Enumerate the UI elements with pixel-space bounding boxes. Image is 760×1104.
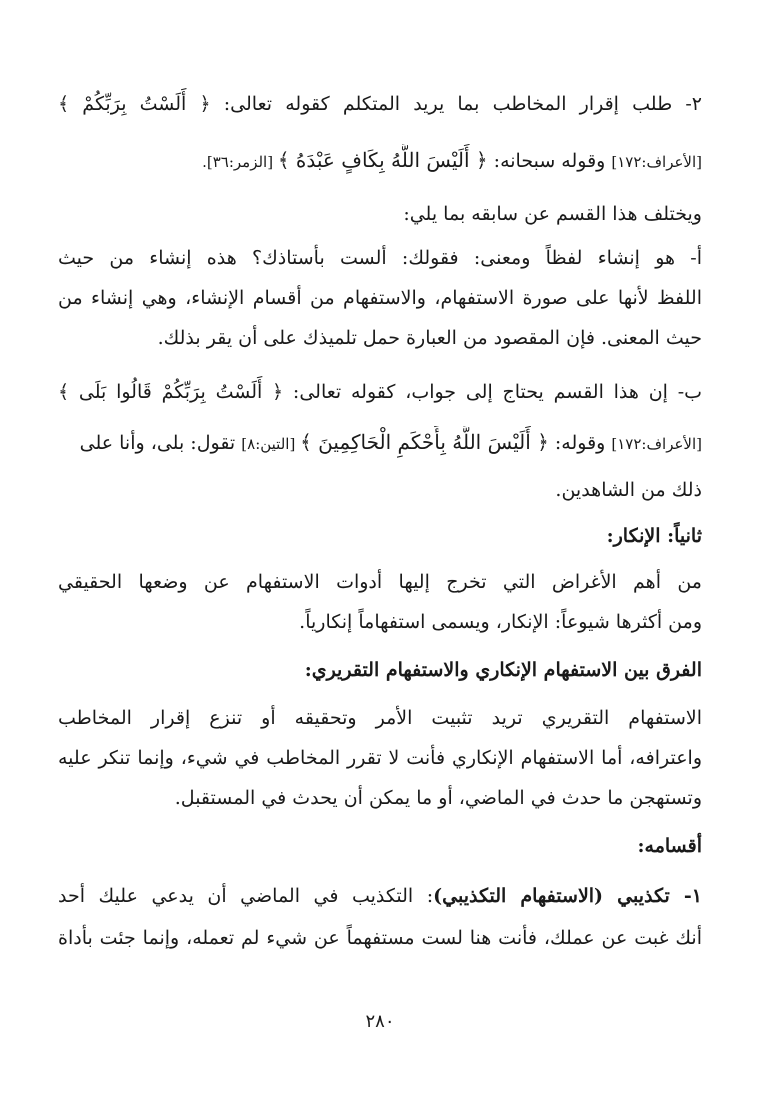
line-text: ٢- طلب إقرار المخاطب بما يريد المتكلم كقوله تعالى: ﴿ أَلَسْتُ بِرَبِّكُمْ ﴾ xyxy=(58,93,702,115)
line-text: أ- هو إنشاء لفظاً ومعنى: فقولك: ألست بأستاذك؟ هذه إنشاء من حيث xyxy=(58,247,702,269)
subsection-label: ١- تكذيبي (الاستفهام التكذيبي) xyxy=(433,885,702,907)
line-text: : التكذيب في الماضي أن يدعي عليك أحد xyxy=(58,885,434,907)
section-heading xyxy=(58,654,702,686)
line-text: ذلك من الشاهدين. xyxy=(555,479,702,501)
verse-reference: [الأعراف:١٧٢] xyxy=(611,153,702,171)
section-heading xyxy=(58,830,702,862)
line-text: أنك غبت عن عملك، فأنت هنا لست مستفهماً عن شيء لم تعمله، وإنما جئت بأداة xyxy=(58,927,702,949)
paragraph-line xyxy=(58,606,702,638)
paragraph-line xyxy=(58,922,702,954)
heading-text: أقسامه: xyxy=(637,835,702,857)
verse-reference: [التين:٨] xyxy=(241,435,301,453)
paragraph-line xyxy=(58,242,702,274)
paragraph-line xyxy=(58,376,702,408)
paragraph-line xyxy=(58,702,702,734)
paragraph-line xyxy=(58,198,702,230)
verse-reference: [الأعراف:١٧٢] xyxy=(611,435,702,453)
line-text: تقول: بلى، وأنا على xyxy=(79,432,242,454)
paragraph-line xyxy=(58,474,702,506)
line-text: من أهم الأغراض التي تخرج إليها أدوات الاستفهام عن وضعها الحقيقي xyxy=(58,571,702,593)
line-text: الاستفهام التقريري تريد تثبيت الأمر وتحقيقه أو تنزع إقرار المخاطب xyxy=(58,707,702,729)
line-text: واعترافه، أما الاستفهام الإنكاري فأنت لا تقرر المخاطب في شيء، وإنما تنكر عليه xyxy=(58,747,702,769)
paragraph-line xyxy=(58,144,702,178)
paragraph-line xyxy=(58,782,702,814)
line-text: ومن أكثرها شيوعاً: الإنكار، ويسمى استفهاماً إنكارياً. xyxy=(299,611,702,633)
paragraph-line xyxy=(58,282,702,314)
section-heading xyxy=(58,520,702,552)
line-text: اللفظ لأنها على صورة الاستفهام، والاستفهام من أقسام الإنشاء، وهي إنشاء من xyxy=(58,287,702,309)
paragraph-line xyxy=(58,322,702,354)
heading-text: ثانياً: الإنكار: xyxy=(606,525,702,547)
paragraph-line xyxy=(58,880,702,912)
line-text: ب- إن هذا القسم يحتاج إلى جواب، كقوله تعالى: ﴿ أَلَسْتُ بِرَبِّكُمْ قَالُوا بَلَى ﴾ xyxy=(58,381,702,403)
quran-verse: ﴿ أَلَيْسَ اللَّهُ بِأَحْكَمِ الْحَاكِمِينَ ﴾ xyxy=(300,430,549,454)
page-number: ٢٨٠ xyxy=(365,1011,395,1032)
heading-text: الفرق بين الاستفهام الإنكاري والاستفهام التقريري: xyxy=(304,659,702,681)
line-text: وقوله: xyxy=(548,432,612,454)
line-text: وتستهجن ما حدث في الماضي، أو ما يمكن أن يحدث في المستقبل. xyxy=(174,787,702,809)
paragraph-line xyxy=(58,742,702,774)
paragraph-line xyxy=(58,88,702,120)
line-text: وقوله سبحانه: xyxy=(487,150,612,172)
paragraph-line xyxy=(58,426,702,460)
quran-verse: ﴿ أَلَيْسَ اللَّهُ بِكَافٍ عَبْدَهُ ﴾ xyxy=(277,148,488,172)
line-text: ويختلف هذا القسم عن سابقه بما يلي: xyxy=(403,203,702,225)
paragraph-line xyxy=(58,566,702,598)
line-text: حيث المعنى. فإن المقصود من العبارة حمل تلميذك على أن يقر بذلك. xyxy=(157,327,702,349)
verse-reference: [الزمر:٣٦]. xyxy=(202,153,278,171)
